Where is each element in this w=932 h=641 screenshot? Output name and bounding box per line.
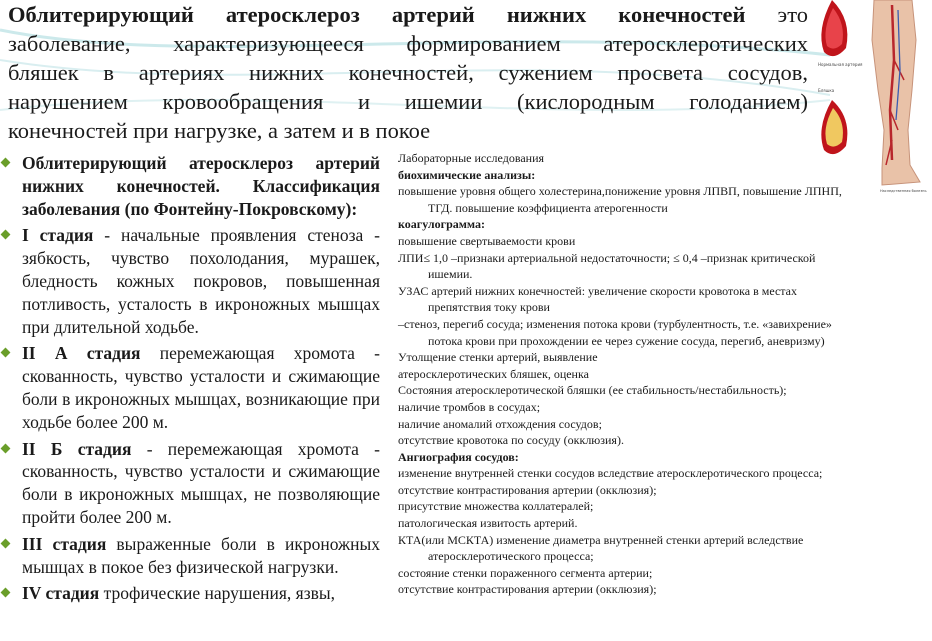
diagnostics-line: отсутствие контрастирования артерии (окклюзия); <box>398 582 657 597</box>
diagnostics-line: биохимические анализы: <box>398 167 536 182</box>
stage-item-4 <box>0 582 380 605</box>
stage-item-1 <box>0 224 380 338</box>
classification-list <box>0 152 380 609</box>
stage-text: перемежающая хромота - скованность, чувство усталости и сжимающие боли в икроножных мышцах, возникающие при ходьбе более 200 м. <box>22 343 380 432</box>
intro-line-3: бляшек в артериях нижних конечностей, сужением просвета сосудов, <box>8 60 808 85</box>
stage-text: выраженные боли в икроножных мышцах в покое без физической нагрузки. <box>22 533 381 577</box>
stage-item-3 <box>0 533 380 579</box>
diagnostics-line: атеросклеротического процесса; <box>428 549 594 564</box>
stage-label: IV стадия <box>22 583 100 604</box>
diagnostics-line: ЛПИ≤ 1,0 –признаки артериальной недостаточности; ≤ 0,4 –признак критической <box>398 250 816 265</box>
diagnostics-line: потока крови при прохождении ее через сужение сосуда, перегиб, аневризму) <box>428 333 825 348</box>
label-normal-artery: Нормальная артерия <box>818 62 863 67</box>
diagnostics-line: ТГД. повышение коэффициента атерогенности <box>428 200 668 215</box>
diagnostics-line: атеросклеротических бляшек, оценка <box>398 366 589 381</box>
diagnostics-list <box>398 150 918 598</box>
stage-text: - перемежающая хромота - скованность, чувство усталости и сжимающие боли в икроножных мышцах, не позволяющие пройти более 200 м. <box>22 438 381 527</box>
bullet-icon <box>1 158 11 168</box>
intro-line-1 <box>8 0 808 29</box>
diagnostics-line: повышение уровня общего холестерина,понижение уровня ЛПВП, повышение ЛПНП, <box>398 184 842 199</box>
stage-text: трофические нарушения, язвы, <box>99 583 336 604</box>
stage-label: I стадия <box>22 225 94 246</box>
diagnostics-line: наличие аномалий отхождения сосудов; <box>398 416 602 431</box>
diagnostics-line: отсутствие контрастирования артерии (окклюзия); <box>398 482 657 497</box>
stage-text: - начальные проявления стеноза - зябкость, чувство похолодания, мурашек, бледность кожных покровов, повышенная потливость, усталость в икроножных мышцах при длительной ходьбе. <box>22 225 380 337</box>
bullet-icon <box>1 230 11 240</box>
intro-line-2: заболевание, характеризующееся формированием атеросклеротических <box>8 31 808 56</box>
stage-item-2a <box>0 342 380 433</box>
diagnostics-line: препятствия току крови <box>428 300 550 315</box>
intro-line-5: конечностей при нагрузке, а затем и в покое <box>8 118 431 143</box>
diagnostics-line: Ангиография сосудов: <box>398 449 519 464</box>
stage-label: III стадия <box>22 533 107 554</box>
diagnostics-line: Утолщение стенки артерий, выявление <box>398 350 598 365</box>
label-plaque: Бляшка <box>818 88 835 93</box>
diagnostics-line: –стеноз, перегиб сосуда; изменения потока крови (турбулентность, т.е. «завихрение» <box>398 316 832 331</box>
diagnostics-line: УЗАС артерий нижних конечностей: увеличение скорости кровотока в местах <box>398 283 798 298</box>
diagnostics-line: изменение внутренней стенки сосудов вследствие атеросклеротического процесса; <box>398 466 823 481</box>
diagnostics-line: ишемии. <box>428 267 473 282</box>
diagnostics-line: наличие тромбов в сосудах; <box>398 399 541 414</box>
stage-label: II А стадия <box>22 343 141 364</box>
diagnostics-line: Состояния атеросклеротической бляшки (ее стабильность/нестабильность); <box>398 383 787 398</box>
stage-label: II Б стадия <box>22 438 132 459</box>
intro-term: Облитерирующий атеросклероз артерий нижних конечностей <box>8 2 746 27</box>
bullet-icon <box>1 443 11 453</box>
bullet-icon <box>1 538 11 548</box>
diagnostics-line: отсутствие кровотока по сосуду (окклюзия). <box>398 433 624 448</box>
diagnostics-line: патологическая извитость артерий. <box>398 516 578 531</box>
stage-item-2b <box>0 438 380 529</box>
diagnostics-line: Лабораторные исследования <box>398 151 545 165</box>
intro-line-4: нарушением кровообращения и ишемии (кислородным голоданием) <box>8 89 808 114</box>
intro-paragraph <box>8 0 808 145</box>
intro-line-1-text: это <box>745 2 808 27</box>
diagnostics-line: повышение свертываемости крови <box>398 233 576 248</box>
bullet-icon <box>1 588 11 598</box>
bullet-icon <box>1 348 11 358</box>
diagnostics-line: присутствие множества коллатералей; <box>398 499 594 514</box>
label-disease: Наследственная болезнь <box>880 189 927 193</box>
diagnostics-line: состояние стенки пораженного сегмента артерии; <box>398 565 653 580</box>
classification-title: Облитерирующий атеросклероз артерий нижних конечностей. Классификация заболевания (по Фонтейну-Покровскому): <box>22 153 380 219</box>
classification-title-item <box>0 152 380 220</box>
diagnostics-line: коагулограмма: <box>398 217 486 232</box>
diagnostics-line: КТА(или МСКТА) изменение диаметра внутренней стенки артерий вследствие <box>398 532 804 547</box>
